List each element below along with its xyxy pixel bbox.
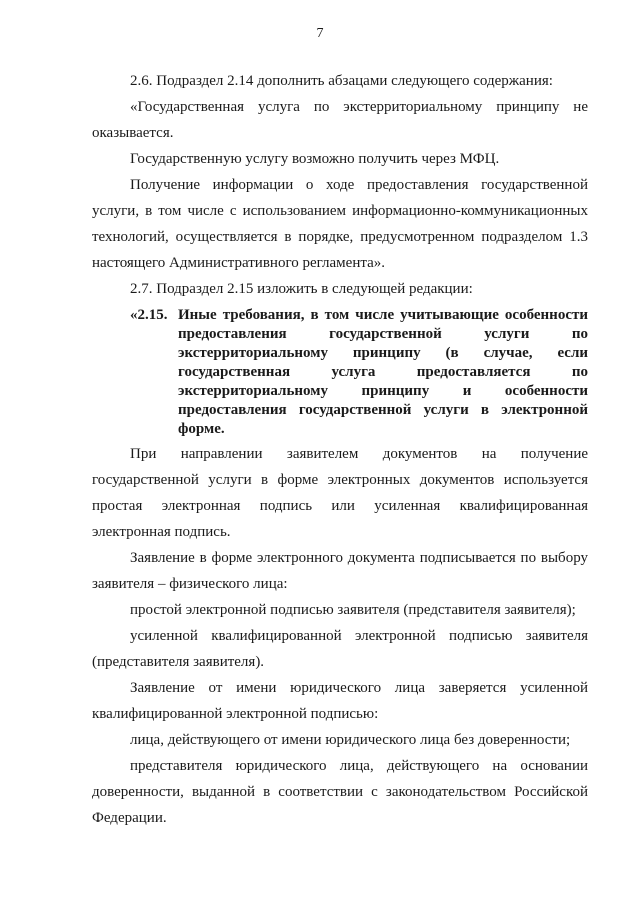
section-heading-line: экстерриториальному принципу (в случае, если (178, 345, 588, 361)
section-heading-line: предоставления государственной услуги в электронной (178, 402, 588, 418)
body-text-line: простая электронная подпись или усиленная квалифицированная (92, 498, 588, 514)
section-heading-line: экстерриториальному принципу и особенности (178, 383, 588, 399)
body-text-line: электронная подпись. (92, 524, 231, 540)
section-heading-line: предоставления государственной услуги по (178, 326, 588, 342)
body-text-line: представителя юридического лица, действующего на основании (130, 758, 588, 774)
body-text-line: простой электронной подписью заявителя (представителя заявителя); (130, 602, 576, 618)
body-text-line: доверенности, выданной в соответствии с законодательством Российской (92, 784, 588, 800)
page-number: 7 (316, 26, 324, 41)
body-text-line: При направлении заявителем документов на получение (130, 446, 588, 462)
body-text-line: Заявление от имени юридического лица заверяется усиленной (130, 680, 588, 696)
quoted-text-line: «Государственная услуга по экстерриториальному принципу не (130, 99, 588, 115)
section-heading-line: форме. (178, 421, 225, 437)
quoted-text-line: услуги, в том числе с использованием информационно-коммуникационных (92, 203, 588, 219)
section-heading-line: государственная услуга предоставляется по (178, 364, 588, 380)
body-text-line: государственной услуги в форме электронных документов используется (92, 472, 588, 488)
body-text-line: лица, действующего от имени юридического лица без доверенности; (130, 732, 571, 748)
quoted-text-line: настоящего Административного регламента». (92, 255, 385, 271)
body-text-line: квалифицированной электронной подписью: (92, 706, 379, 722)
quoted-text-line: оказывается. (92, 125, 174, 141)
amendment-2-6-line: 2.6. Подраздел 2.14 дополнить абзацами следующего содержания: (130, 73, 553, 89)
quoted-text-line: Получение информации о ходе предоставления государственной (130, 177, 588, 193)
body-text-line: (представителя заявителя). (92, 654, 265, 670)
body-text-line: Федерации. (92, 810, 167, 826)
body-text-line: заявителя – физического лица: (92, 576, 288, 592)
amendment-2-7-line: 2.7. Подраздел 2.15 изложить в следующей редакции: (130, 281, 473, 297)
body-text-line: усиленной квалифицированной электронной подписью заявителя (130, 628, 588, 644)
body-text-line: Заявление в форме электронного документа подписывается по выбору (130, 550, 588, 566)
section-heading-line: Иные требования, в том числе учитывающие особенности (178, 307, 588, 323)
section-number: «2.15. (130, 307, 168, 323)
quoted-text-line: технологий, осуществляется в порядке, предусмотренном подразделом 1.3 (92, 229, 588, 245)
quoted-text-line: Государственную услугу возможно получить через МФЦ. (130, 151, 500, 167)
